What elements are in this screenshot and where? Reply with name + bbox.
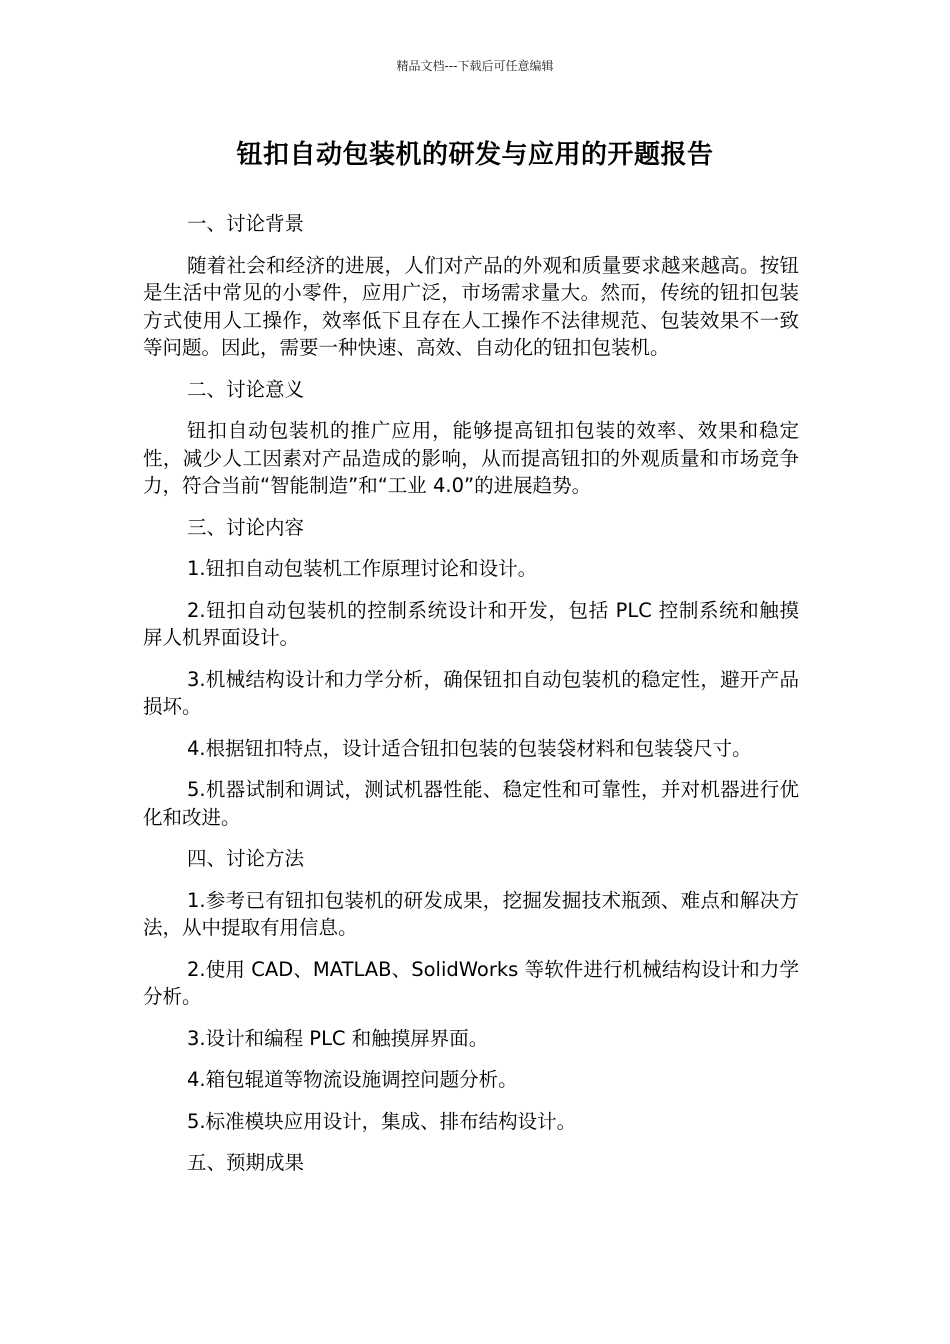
content-item-5: 5.机器试制和调试，测试机器性能、稳定性和可靠性，并对机器进行优化和改进。	[143, 778, 799, 829]
document-title: 钮扣自动包装机的研发与应用的开题报告	[236, 140, 714, 170]
content-item-3: 3.机械结构设计和力学分析，确保钮扣自动包装机的稳定性，避开产品损坏。	[143, 667, 799, 718]
page-header: 精品文档---下载后可任意编辑	[396, 59, 554, 73]
paragraph-significance: 钮扣自动包装机的推广应用，能够提高钮扣包装的效率、效果和稳定性，减少人工因素对产品造成的影响，从而提高钮扣的外观质量和市场竞争力，符合当前“智能制造”和“工业 4.0”的进展趋势。	[143, 419, 799, 497]
section-heading-significance: 二、讨论意义	[187, 377, 305, 401]
content-item-4: 4.根据钮扣特点，设计适合钮扣包装的包装袋材料和包装袋尺寸。	[187, 736, 752, 760]
method-item-4: 4.箱包辊道等物流设施调控问题分析。	[187, 1068, 518, 1091]
content-item-1: 1.钮扣自动包装机工作原理讨论和设计。	[187, 557, 538, 580]
section-heading-content: 三、讨论内容	[187, 515, 305, 539]
method-item-3: 3.设计和编程 PLC 和触摸屏界面。	[187, 1026, 489, 1050]
method-item-2: 2.使用 CAD、MATLAB、SolidWorks 等软件进行机械结构设计和力学分析。	[143, 957, 799, 1008]
section-heading-methods: 四、讨论方法	[187, 847, 305, 870]
content-item-2: 2.钮扣自动包装机的控制系统设计和开发，包括 PLC 控制系统和触摸屏人机界面设计。	[143, 598, 799, 649]
document-body	[143, 210, 799, 1191]
method-item-1: 1.参考已有钮扣包装机的研发成果，挖掘发掘技术瓶颈、难点和解决方法，从中提取有用信息。	[143, 888, 799, 939]
paragraph-background: 随着社会和经济的进展，人们对产品的外观和质量要求越来越高。按钮是生活中常见的小零件，应用广泛，市场需求量大。然而，传统的钮扣包装方式使用人工操作，效率低下且存在人工操作不法律规范、包装效果不一致等问题。因此，需要一种快速、高效、自动化的钮扣包装机。	[143, 253, 799, 359]
section-heading-expected-results: 五、预期成果	[187, 1151, 305, 1174]
method-item-5: 5.标准模块应用设计，集成、排布结构设计。	[187, 1109, 577, 1133]
section-heading-background: 一、讨论背景	[187, 212, 305, 235]
